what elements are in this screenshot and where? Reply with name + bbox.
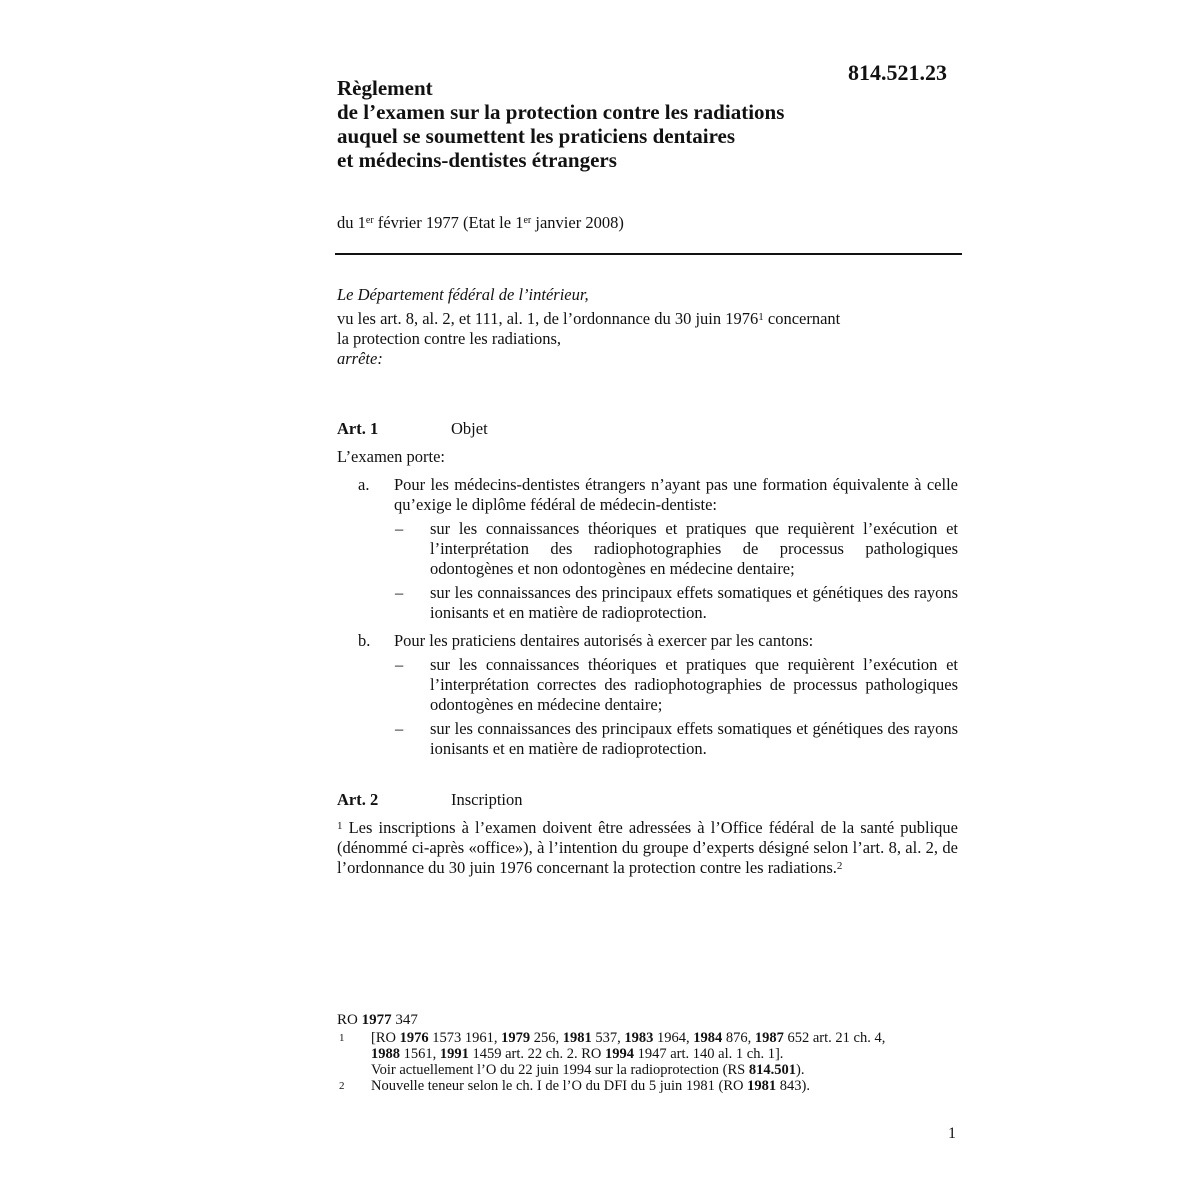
title-line: auquel se soumettent les praticiens dentaires <box>337 124 736 148</box>
article-title: Objet <box>451 419 488 438</box>
list-item-label: b. <box>358 631 371 650</box>
article-2 <box>337 790 958 878</box>
footnote-1 <box>337 1030 958 1078</box>
sub-item <box>337 719 958 759</box>
document-number: 814.521.23 <box>848 60 947 85</box>
sub-item-text: sur les connaissances théoriques et pratiques que requièrent l’exécution et l’interprétation correctes des radiophotographies de processus pathologiques odontogènes en médecine dentaire; <box>430 655 958 714</box>
footnote-2 <box>337 1078 958 1094</box>
sub-item-dash: – <box>395 719 404 738</box>
footnote-line: 1988 1561, 1991 1459 art. 22 ch. 2. RO 1994 1947 art. 140 al. 1 ch. 1]. <box>371 1046 784 1062</box>
preamble-basis-line: la protection contre les radiations, <box>337 329 562 348</box>
sub-item-dash: – <box>395 583 404 602</box>
page-number: 1 <box>948 1125 956 1142</box>
article-heading <box>337 790 958 810</box>
article-title: Inscription <box>451 790 523 809</box>
document-date: du 1er février 1977 (Etat le 1er janvier 2008) <box>337 213 624 232</box>
sub-item <box>337 583 958 623</box>
list-item-text: Pour les médecins-dentistes étrangers n’ayant pas une formation équivalente à celle qu’exige le diplôme fédéral de médecin-dentiste: <box>394 475 958 514</box>
footnotes <box>337 1012 958 1094</box>
sub-item-dash: – <box>395 655 404 674</box>
list-item <box>337 631 958 651</box>
article-intro: L’examen porte: <box>337 447 445 466</box>
title-line: et médecins-dentistes étrangers <box>337 148 617 172</box>
article-heading <box>337 419 958 439</box>
title-divider <box>335 253 962 255</box>
preamble <box>337 285 958 369</box>
footnote-line: Voir actuellement l’O du 22 juin 1994 sur la radioprotection (RS 814.501). <box>371 1062 805 1078</box>
paragraph-number: 1 <box>337 820 343 832</box>
list-item <box>337 475 958 515</box>
document-title <box>337 76 897 172</box>
footnote-line: Nouvelle teneur selon le ch. I de l’O du DFI du 5 juin 1981 (RO 1981 843). <box>371 1078 810 1094</box>
list-item-label: a. <box>358 475 370 494</box>
article-number: Art. 2 <box>337 790 379 809</box>
article-paragraph: $^1$ Les inscriptions à l’examen doivent être adressées à l’Office fédéral de la santé publique (dénommé ci-après «office»), à l’intention du groupe d’experts désigné selon l’art. 8, al. 2, de l’ordonnance du 30 juin 1976 concernant la protection contre les radiations.$^2$ <box>337 818 958 877</box>
footnote-ref[interactable]: 1 <box>758 311 764 323</box>
sub-item-dash: – <box>395 519 404 538</box>
sub-item-text: sur les connaissances théoriques et pratiques que requièrent l’exécution et l’interprétation des radiophotographies de processus pathologiques odontogènes et non odontogènes en médecine dentaire; <box>430 519 958 578</box>
list-item-text: Pour les praticiens dentaires autorisés à exercer par les cantons: <box>394 631 814 650</box>
article-number: Art. 1 <box>337 419 379 438</box>
sub-item-text: sur les connaissances des principaux effets somatiques et génétiques des rayons ionisants et en matière de radioprotection. <box>430 583 958 622</box>
footnote-number: 2 <box>339 1080 345 1092</box>
preamble-authority: Le Département fédéral de l’intérieur, <box>337 285 589 304</box>
preamble-basis-line: vu les art. 8, al. 2, et 111, al. 1, de l’ordonnance du 30 juin 1976$^1$ concernant <box>337 309 841 328</box>
article-1 <box>337 419 958 759</box>
source-reference: RO 1977 347 <box>337 1012 418 1028</box>
title-line: de l’examen sur la protection contre les radiations <box>337 100 785 124</box>
sub-item <box>337 655 958 715</box>
footnote-line: [RO 1976 1573 1961, 1979 256, 1981 537, 1983 1964, 1984 876, 1987 652 art. 21 ch. 4, <box>371 1030 886 1046</box>
footnote-ref[interactable]: 2 <box>836 860 843 872</box>
sub-item-text: sur les connaissances des principaux effets somatiques et génétiques des rayons ionisants et en matière de radioprotection. <box>430 719 958 758</box>
sub-item <box>337 519 958 579</box>
preamble-decree: arrête: <box>337 349 383 368</box>
footnote-number: 1 <box>339 1032 345 1044</box>
title-line: Règlement <box>337 76 433 100</box>
